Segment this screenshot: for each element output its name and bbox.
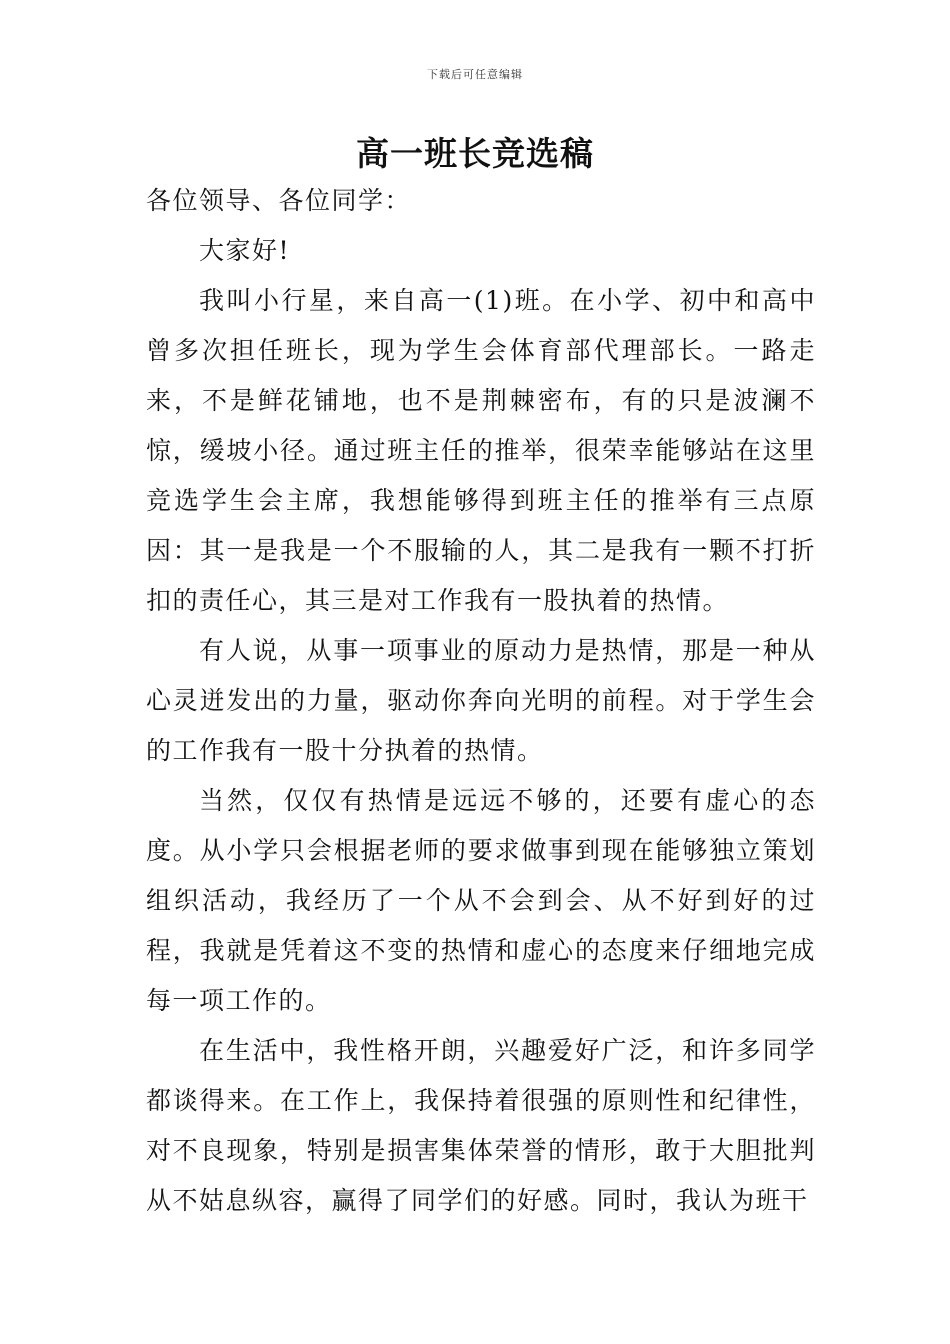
paragraph: 我叫小行星，来自高一(1)班。在小学、初中和高中曾多次担任班长，现为学生会体育部代理部长。一路走来，不是鲜花铺地，也不是荆棘密布，有的只是波澜不惊，缓坡小径。通过班主任的推举，很荣幸能够站在这里竞选学生会主席，我想能够得到班主任的推举有三点原因：其一是我是一个不服输的人，其二是我有一颗不打折扣的责任心，其三是对工作我有一股执着的热情。 [146,286,816,615]
salutation: 各位领导、各位同学： [146,186,412,215]
paragraph: 当然，仅仅有热情是远远不够的，还要有虚心的态度。从小学只会根据老师的要求做事到现在能够独立策划组织活动，我经历了一个从不会到会、从不好到好的过程，我就是凭着这不变的热情和虚心的态度来仔细地完成每一项工作的。 [146,786,816,1015]
document-body [146,176,816,1226]
paragraph: 在生活中，我性格开朗，兴趣爱好广泛，和许多同学都谈得来。在工作上，我保持着很强的原则性和纪律性，对不良现象，特别是损害集体荣誉的情形，敢于大胆批判从不姑息纵容，赢得了同学们的好感。同时，我认为班干 [146,1036,816,1215]
header-note: 下载后可任意编辑 [427,68,523,81]
document-title: 高一班长竞选稿 [356,134,594,173]
greeting: 大家好! [199,236,291,265]
paragraph: 有人说，从事一项事业的原动力是热情，那是一种从心灵迸发出的力量，驱动你奔向光明的前程。对于学生会的工作我有一股十分执着的热情。 [146,636,816,765]
